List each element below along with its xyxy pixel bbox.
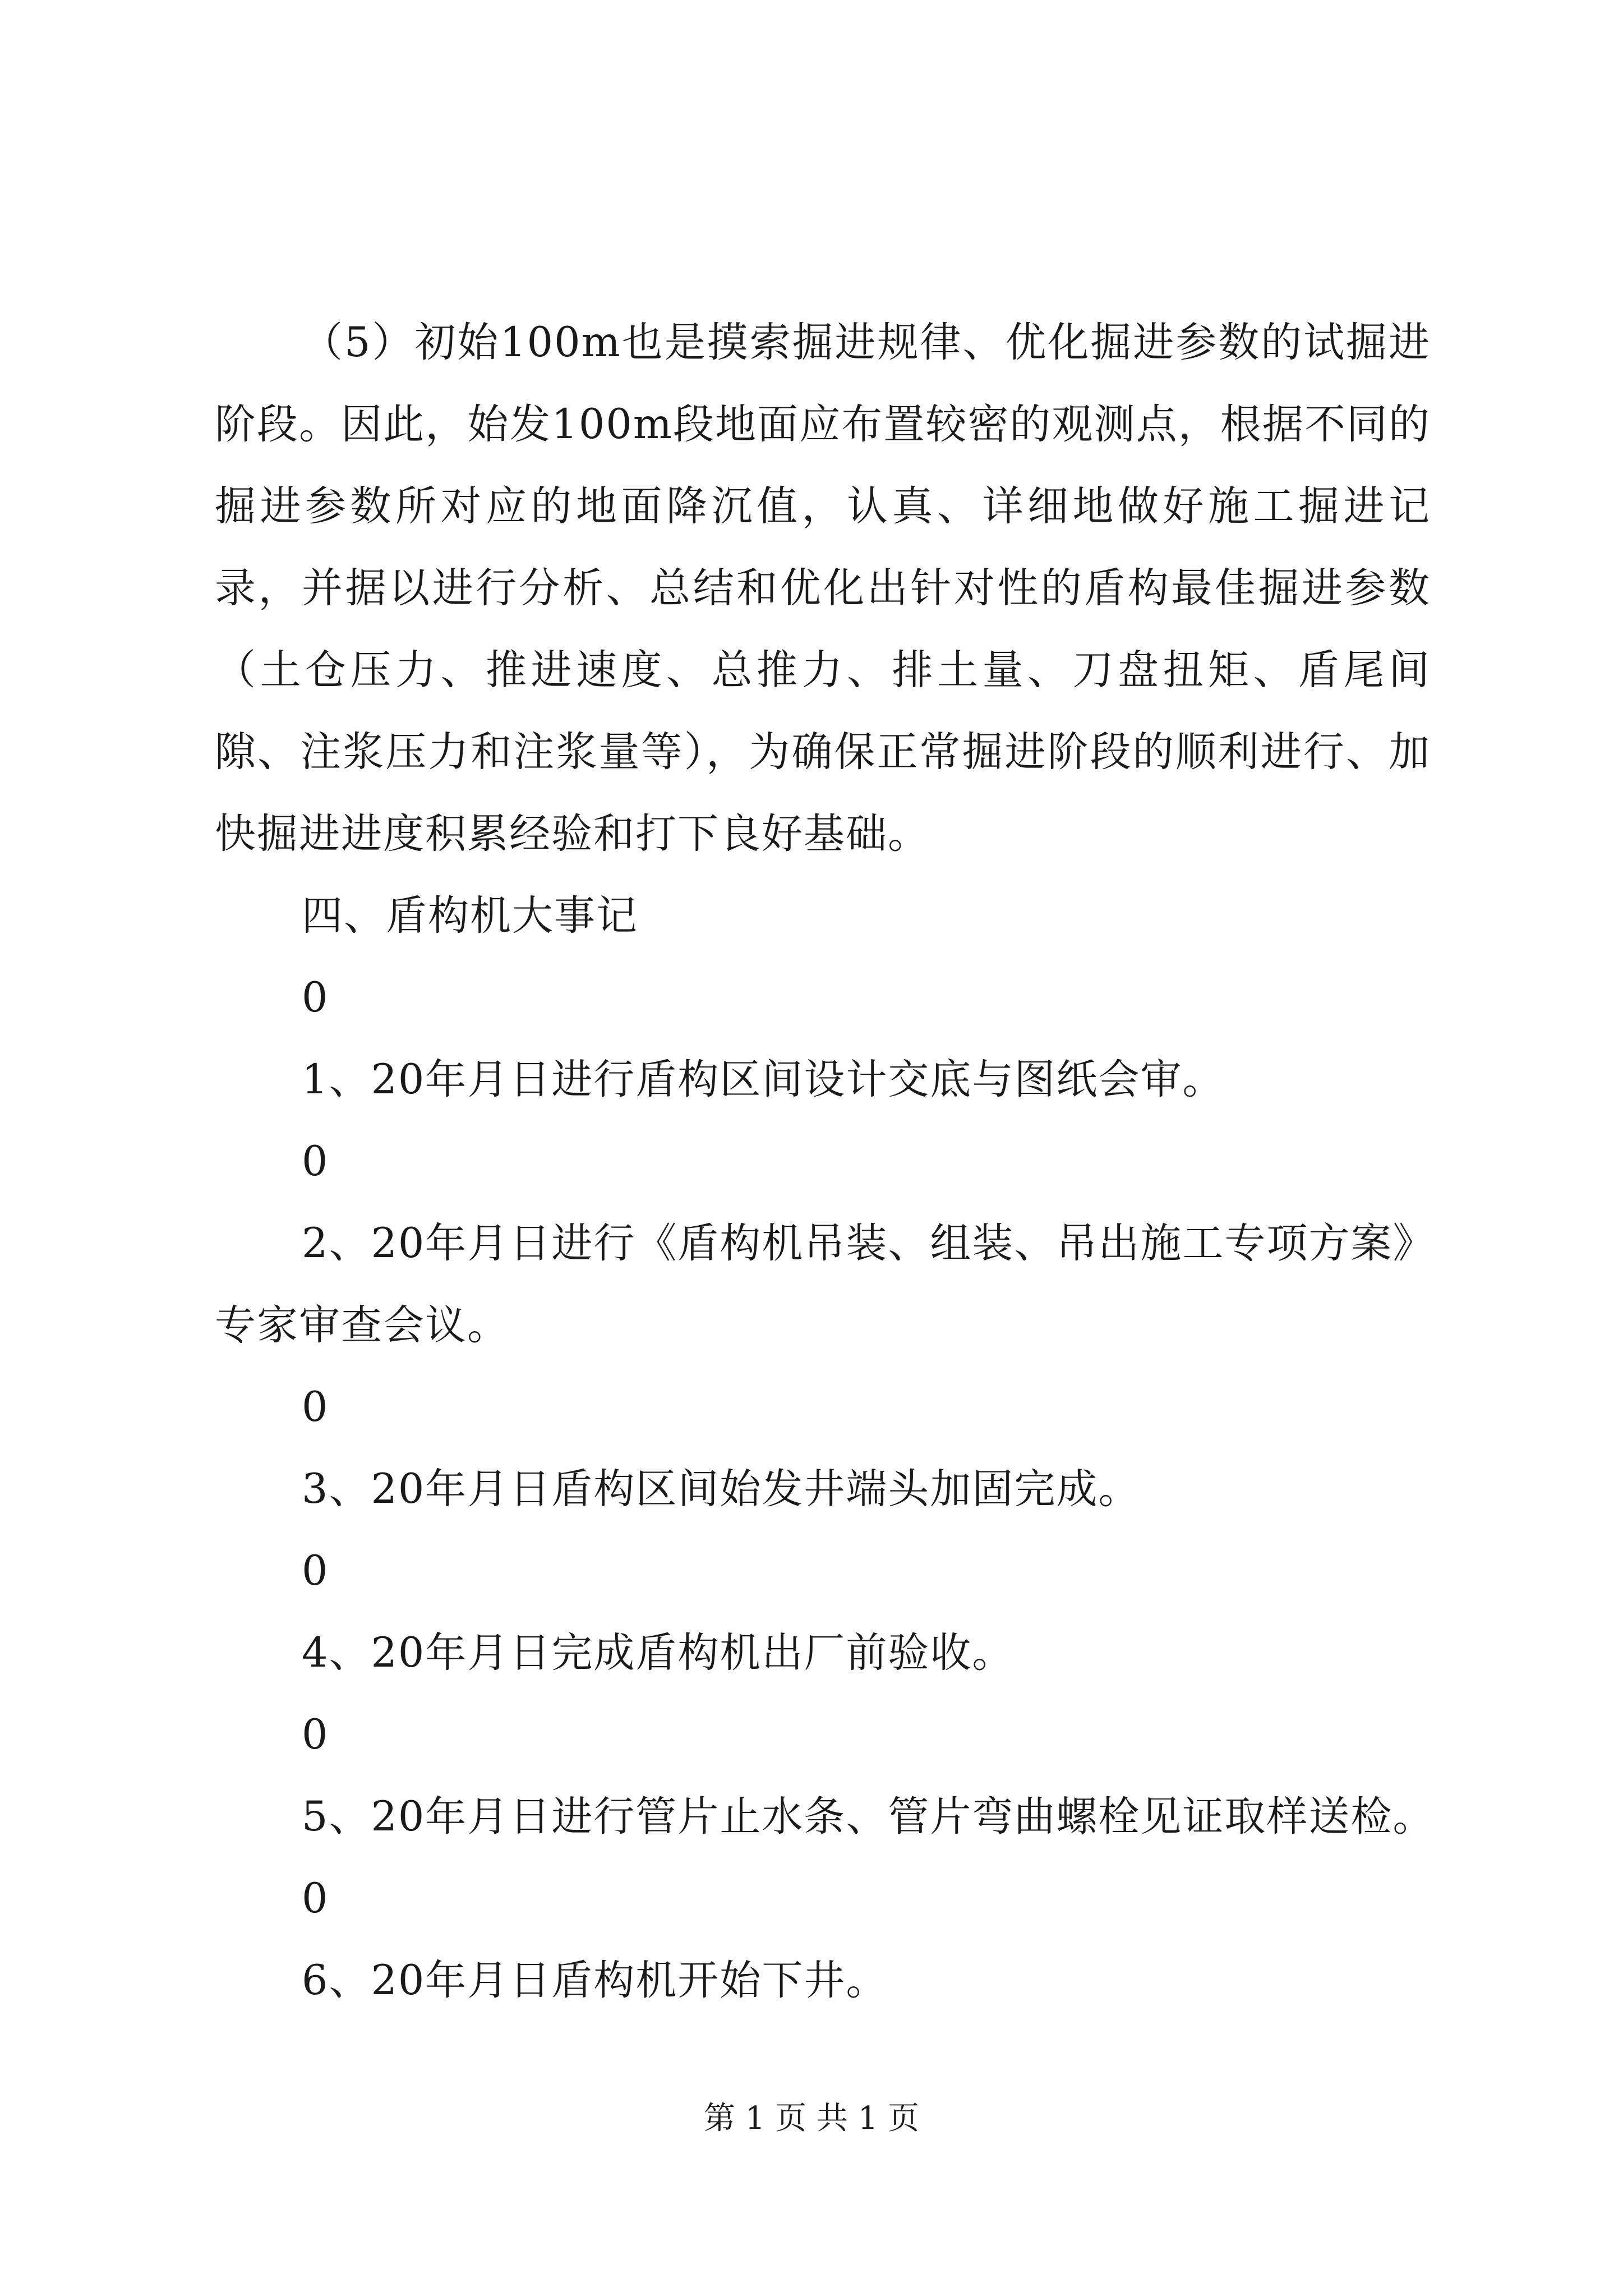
event-item-2: 2、20年月日进行《盾构机吊装、组装、吊出施工专项方案》 — [302, 1220, 1435, 1267]
page-number-footer: 第 1 页 共 1 页 — [703, 2100, 920, 2137]
event-marker: 0 — [302, 1875, 329, 1922]
event-marker: 0 — [302, 1138, 329, 1185]
event-item-5: 5、20年月日进行管片止水条、管片弯曲螺栓见证取样送检。 — [302, 1793, 1435, 1841]
event-item-2-continuation: 专家审查会议。 — [215, 1301, 509, 1349]
section-heading: 四、盾构机大事记 — [302, 892, 638, 940]
event-marker: 0 — [302, 1383, 329, 1431]
document-body — [215, 302, 1435, 2022]
event-marker: 0 — [302, 1547, 329, 1595]
event-item-3: 3、20年月日盾构区间始发井端头加固完成。 — [302, 1465, 1141, 1513]
event-marker: 0 — [302, 974, 329, 1022]
event-item-4: 4、20年月日完成盾构机出厂前验收。 — [302, 1629, 1015, 1677]
event-item-6: 6、20年月日盾构机开始下井。 — [302, 1957, 888, 2004]
intro-paragraph: （5）初始100m也是摸索掘进规律、优化掘进参数的试掘进阶段。因此，始发100m段地面应布置较密的观测点，根据不同的掘进参数所对应的地面降沉值，认真、详细地做好施工掘进记录，并据以进行分析、总结和优化出针对性的盾构最佳掘进参数（土仓压力、推进速度、总推力、排土量、刀盘扭矩、盾尾间隙、注浆压力和注浆量等），为确保正常掘进阶段的顺利进行、加快掘进进度积累经验和打下良好基础。 — [215, 319, 1431, 858]
event-item-1: 1、20年月日进行盾构区间设计交底与图纸会审。 — [302, 1056, 1225, 1103]
event-marker: 0 — [302, 1711, 329, 1759]
